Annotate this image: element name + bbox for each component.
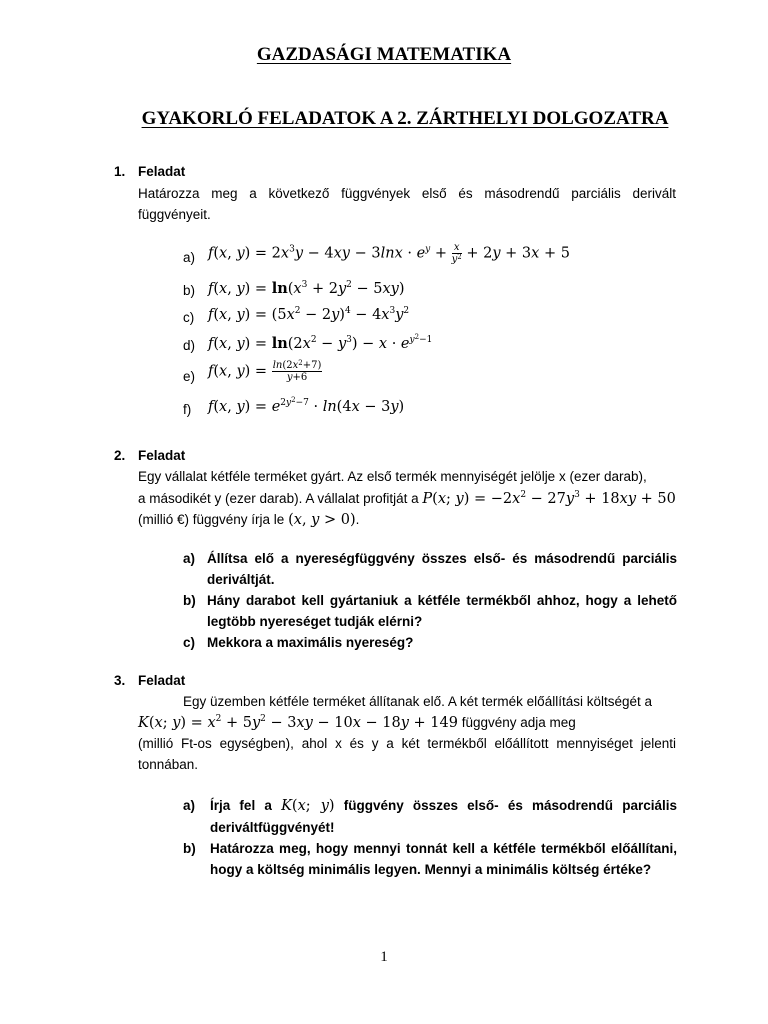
- task2-item-text: Mekkora a maximális nyereség?: [207, 635, 414, 650]
- task2-item-text: Hány darabot kell gyártaniuk a kétféle termékből ahhoz, hogy a lehető legtöbb nyereséget tudják elérni?: [207, 593, 677, 629]
- formula-1f: f(x, $y) = e^{2y^2-7} \cdot \ln(4x - 3y)$: [208, 396, 405, 415]
- document-subtitle: GYAKORLÓ FELADATOK A 2. ZÁRTHELYI DOLGOZATRA: [141, 108, 669, 129]
- task2-line3: (millió €) függvény írja le (x, y > 0).: [138, 512, 360, 528]
- profit-formula: P(x; $y) = -2x^2 - 27y^3 + 18xy + 50$: [422, 490, 676, 507]
- domain-condition: (x, y > 0): [288, 512, 356, 528]
- task3-item-a-pre: Írja fel a: [210, 798, 272, 813]
- task3-item-label: b): [183, 841, 196, 856]
- task1-number: 1.: [114, 164, 126, 179]
- task3-item-text: [210, 795, 677, 838]
- task3-heading: Feladat: [138, 673, 186, 688]
- formula-1c: f(x, $y) = (5x^2 - 2y)^4 - 4x^3y^2$: [208, 306, 410, 323]
- task1-item-label: a): [183, 250, 196, 265]
- formula-1a: f(x, $y) = 2x^3y - 4xy - 3\ln x \cdot e^y$ + $\frac{x}{y^2}$ + 2y + 3x + 5: [208, 242, 570, 265]
- task2-line1: Egy vállalat kétféle terméket gyárt. Az első termék mennyiségét jelölje x (ezer darab),: [138, 469, 647, 484]
- task1-item-label: d): [183, 338, 196, 353]
- task3-item-label: a): [183, 798, 196, 813]
- task3-item-a-post: függvény összes első- és másodrendű parciális deriváltfüggvényét!: [210, 798, 677, 835]
- task2-item-label: a): [183, 551, 196, 566]
- cost-function-ref: K(x; y): [281, 798, 335, 814]
- document-title: GAZDASÁGI MATEMATIKA: [256, 44, 512, 65]
- task3-line2-text: függvény adja meg: [461, 715, 576, 730]
- task1-item-label: b): [183, 283, 196, 298]
- task2-line2: [138, 488, 676, 510]
- task2-item-text: Állítsa elő a nyereségfüggvény összes első- és másodrendű parciális deriváltját.: [207, 551, 677, 587]
- page-number: 1: [380, 949, 388, 965]
- task3-line2: [138, 712, 576, 734]
- task1-item-label: c): [183, 310, 195, 325]
- task2-item-label: b): [183, 593, 196, 608]
- task3-number: 3.: [114, 673, 126, 688]
- task1-item-label: f): [183, 402, 192, 417]
- formula-1e: f(x, y) = $\frac{\ln(2x^2+7)}{y+6}$: [208, 359, 322, 383]
- task2-number: 2.: [114, 448, 126, 463]
- cost-formula: K(x; $y) = x^2 + 5y^2 - 3xy - 10x - 18y + 149$: [138, 714, 458, 731]
- task3-line3: (millió Ft-os egységben), ahol x és y a két termékből előállított mennyiséget jelenti tonnában.: [138, 736, 676, 772]
- task1-item-label: e): [183, 369, 196, 384]
- task2-heading: Feladat: [138, 448, 186, 463]
- task1-text: Határozza meg a következő függvények első és másodrendű parciális derivált függvényeit.: [138, 186, 676, 222]
- task2-line3-text: (millió €) függvény írja le: [138, 512, 285, 527]
- task3-line1: Egy üzemben kétféle terméket állítanak elő. A két termék előállítási költségét a: [183, 694, 652, 709]
- task2-line2-text: a másodikét y (ezer darab). A vállalat profitját a: [138, 491, 419, 506]
- formula-1b: f(x, $y) = \ln(x^3 + 2y^2 - 5xy)$: [208, 280, 405, 297]
- task2-item-label: c): [183, 635, 196, 650]
- formula-1d: f(x, $y) = \ln(2x^2 - y^3) - x \cdot e^{y^2-1}$: [208, 333, 433, 352]
- task3-item-text: Határozza meg, hogy mennyi tonnát kell a kétféle termékből előállítani, hogy a költség minimális legyen. Mennyi a minimális költség értéke?: [210, 841, 677, 877]
- task1-heading: Feladat: [138, 164, 186, 179]
